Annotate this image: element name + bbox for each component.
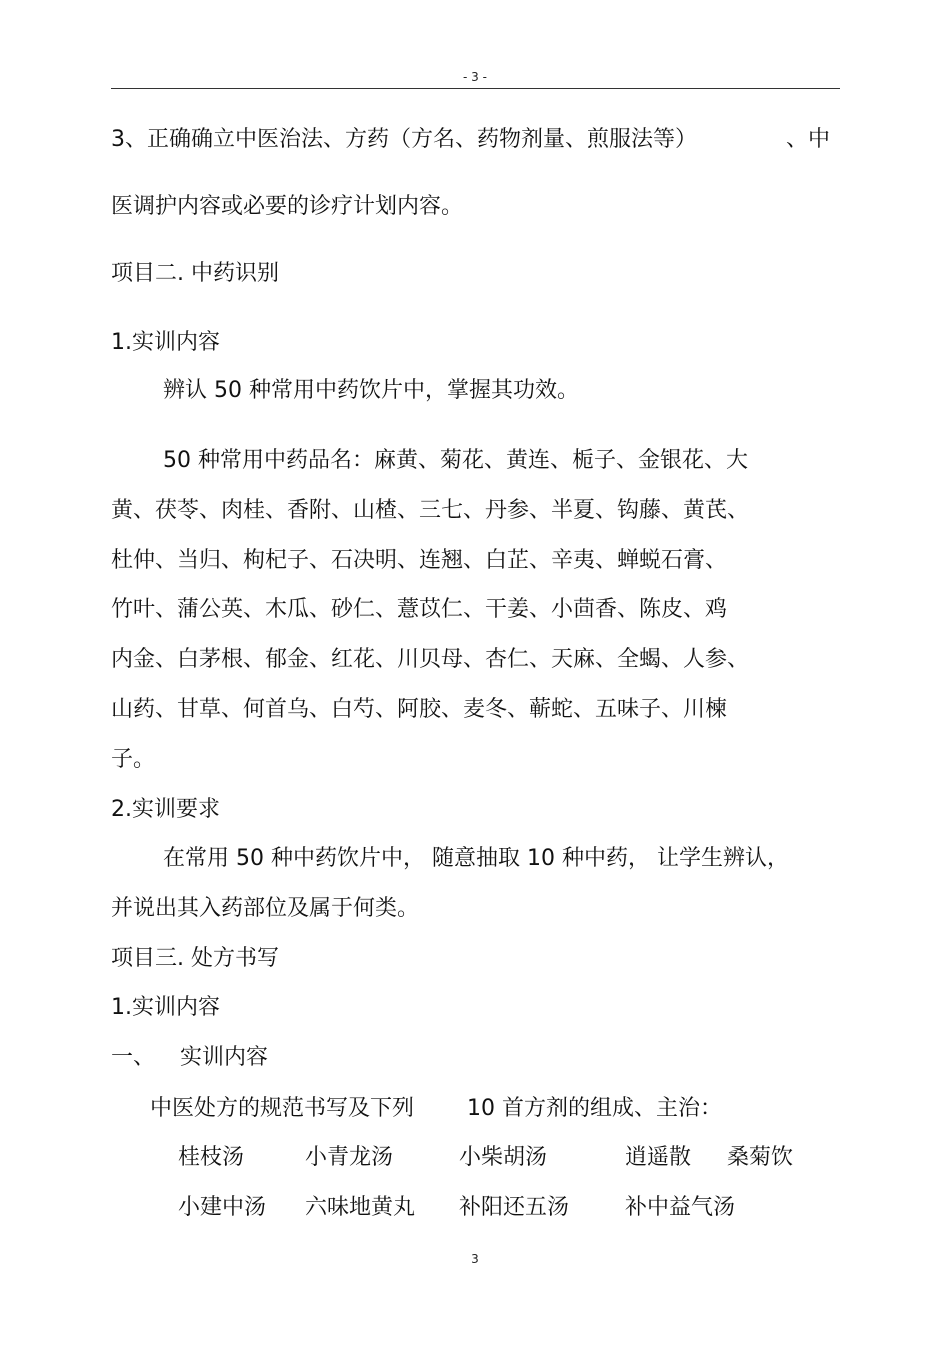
section-2-heading: 项目二. 中药识别	[111, 261, 279, 286]
line-2: 医调护内容或必要的诊疗计划内容。	[111, 194, 464, 219]
formula-item: 小建中汤	[178, 1195, 267, 1220]
formula-item: 桂枝汤	[178, 1145, 245, 1170]
header-rule	[111, 88, 840, 89]
header-page-label: - 3 -	[463, 70, 487, 84]
formula-item: 小青龙汤	[305, 1145, 394, 1170]
paragraph-requirements-2: 并说出其入药部位及属于何类。	[111, 896, 420, 921]
herb-list-line-6: 山药、甘草、何首乌、白芍、阿胶、麦冬、蕲蛇、五味子、川楝	[111, 697, 728, 722]
formula-item: 逍遥散	[625, 1145, 692, 1170]
herb-list-line-4: 竹叶、蒲公英、木瓜、砂仁、薏苡仁、干姜、小茴香、陈皮、鸡	[111, 597, 728, 622]
paragraph-prescription-b: 10 首方剂的组成、主治：	[467, 1096, 722, 1121]
herb-list-line-2: 黄、茯苓、肉桂、香附、山楂、三七、丹参、半夏、钩藤、黄芪、	[111, 498, 750, 523]
paragraph-prescription-a: 中医处方的规范书写及下列	[150, 1096, 415, 1121]
formula-item: 补中益气汤	[625, 1195, 736, 1220]
line-1b: 、中	[786, 127, 831, 152]
formula-item: 补阳还五汤	[459, 1195, 570, 1220]
list-item-training-content: 实训内容	[180, 1045, 269, 1070]
formula-item: 小柴胡汤	[459, 1145, 548, 1170]
formula-item: 六味地黄丸	[305, 1195, 416, 1220]
subheading-training-content: 1.实训内容	[111, 330, 220, 355]
herb-list-line-5: 内金、白茅根、郁金、红花、川贝母、杏仁、天麻、全蝎、人参、	[111, 647, 750, 672]
line-1a: 3、正确确立中医治法、方药（方名、药物剂量、煎服法等）	[111, 127, 697, 152]
herb-list-line-7: 子。	[111, 747, 156, 772]
formula-item: 桑菊饮	[727, 1145, 794, 1170]
footer-page-number: 3	[471, 1252, 479, 1266]
subheading-training-content-2: 1.实训内容	[111, 995, 220, 1020]
subheading-training-requirements: 2.实训要求	[111, 797, 220, 822]
list-marker-one: 一、	[111, 1045, 156, 1070]
herb-list-line-3: 杜仲、当归、枸杞子、石决明、连翘、白芷、辛夷、蝉蜕石膏、	[111, 548, 728, 573]
paragraph-requirements-1: 在常用 50 种中药饮片中， 随意抽取 10 种中药， 让学生辨认，	[163, 846, 789, 871]
section-3-heading: 项目三. 处方书写	[111, 946, 279, 971]
paragraph-identify: 辨认 50 种常用中药饮片中，掌握其功效。	[163, 378, 579, 403]
herb-list-line-1: 50 种常用中药品名：麻黄、菊花、黄连、栀子、金银花、大	[163, 448, 748, 473]
